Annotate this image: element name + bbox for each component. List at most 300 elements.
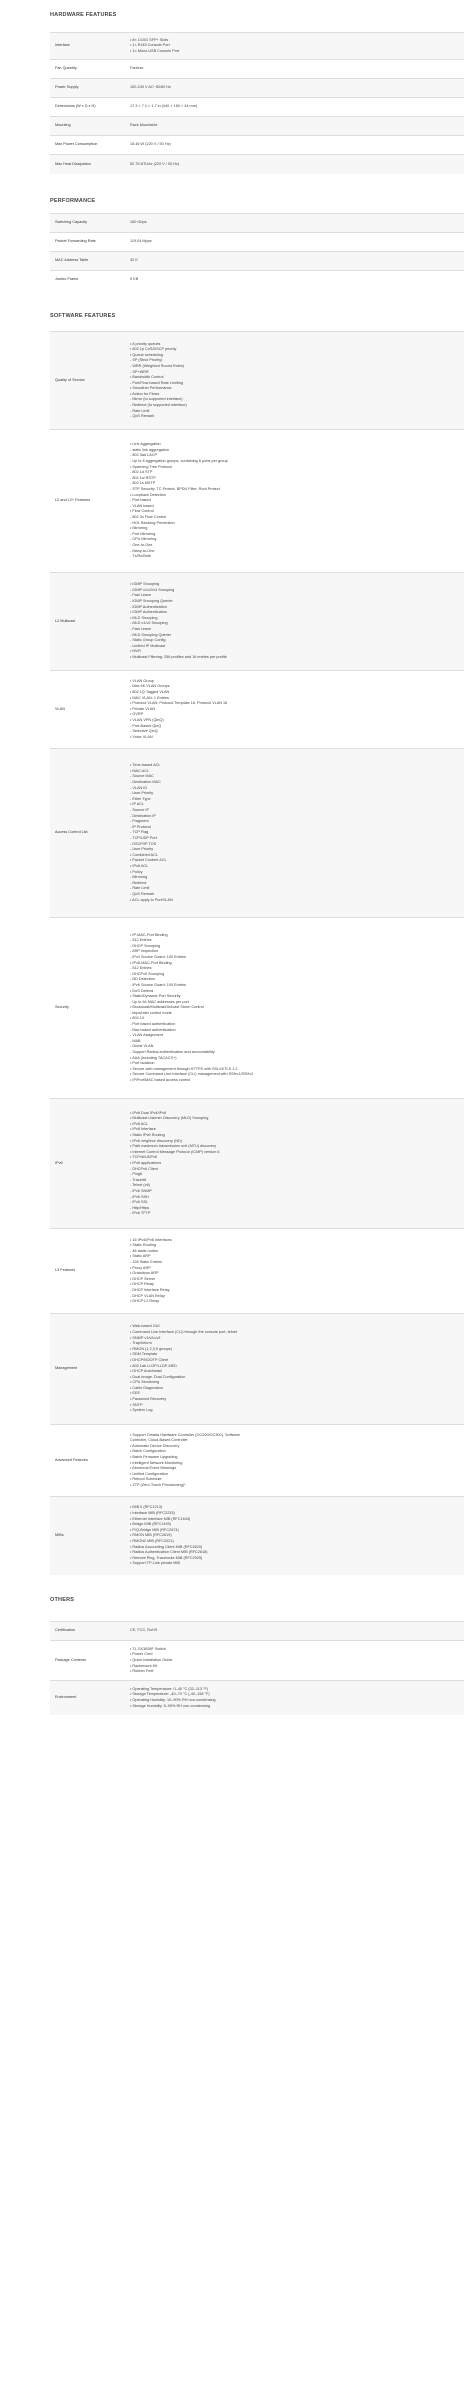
list-item: - STP Security: TC Protect, BPDU Filter, Root Protect	[130, 487, 220, 492]
list-item: • Batch Configuration	[130, 1449, 166, 1454]
spec-label: L2 Multicast	[50, 572, 127, 670]
list-item: • Quick Installation Guide	[130, 1658, 173, 1663]
table-row	[50, 332, 464, 430]
spec-value	[127, 1314, 464, 1425]
list-item: • DHCP L2 Relay	[130, 1299, 160, 1304]
spec-value	[127, 155, 464, 174]
list-item: - Many-to-One	[130, 548, 155, 553]
list-item: - TCP/UDP Port	[130, 835, 157, 840]
spec-label: MIBs	[50, 1497, 127, 1576]
list-item: - Telnet (v6)	[130, 1183, 150, 1188]
list-item: - Tx/Rx/Both	[130, 554, 152, 559]
spec-table	[50, 32, 464, 174]
section	[50, 0, 464, 198]
list-item: - 512 Entries	[130, 938, 152, 943]
value-list	[130, 239, 464, 245]
section-title: HARDWARE FEATURES	[50, 12, 117, 18]
list-item: - QoS Remark	[130, 891, 155, 896]
list-item: 52.75 BTU/hr (220 V / 50 Hz)	[130, 161, 180, 166]
list-item: - DHCP VLAN Relay	[130, 1293, 165, 1298]
spec-value	[127, 136, 464, 155]
spec-value	[127, 1229, 464, 1314]
section	[50, 198, 464, 314]
list-item: Controller, Cloud-Based Controller	[130, 1438, 188, 1443]
spec-table	[50, 331, 464, 1575]
list-item: • IGMP Snooping	[130, 582, 160, 587]
list-item: • Policy	[130, 869, 143, 874]
list-item: • IPv6 Dual IPv4/IPv6	[130, 1110, 167, 1115]
table-row	[50, 251, 464, 270]
spec-label: L2 and L2+ Features	[50, 430, 127, 573]
list-item: • Smoother Performance	[130, 386, 172, 391]
list-item: - Port-Based QinQ	[130, 723, 162, 728]
list-item: - IPv6 TFTP	[130, 1211, 151, 1216]
list-item: • Multicast Listener Discovery (MLD) Snooping	[130, 1116, 209, 1121]
list-item: - 802.1d STP	[130, 470, 153, 475]
list-item: • Ethernet Interface MIB (RFC1643)	[130, 1516, 191, 1521]
table-row	[50, 213, 464, 232]
list-item: - Redirect	[130, 880, 147, 885]
list-item: • 16 IPv4/IPv6 Interfaces	[130, 1237, 172, 1242]
spec-label: Access Control List	[50, 749, 127, 918]
list-item: • Static Routing	[130, 1243, 157, 1248]
value-list	[130, 85, 464, 91]
list-item: - Source MAC	[130, 774, 154, 779]
list-item: • IP ACL	[130, 802, 145, 807]
list-item: Rack Mountable	[130, 123, 158, 128]
list-item: - Mac based authentication	[130, 1027, 176, 1032]
list-item: • IP/Port/MAC based access control	[130, 1078, 191, 1082]
list-item: - Port based	[130, 498, 151, 503]
list-item: - IPv6 SNMP	[130, 1188, 152, 1193]
value-list	[130, 1647, 464, 1675]
list-item: - Max 4K VLAN Groups	[130, 684, 170, 689]
list-item: - 128 Static Entries	[130, 1260, 163, 1265]
list-item: - Ping6	[130, 1172, 143, 1177]
list-item: • Flow Control	[130, 509, 154, 514]
list-item: • Command Line Interface (CLI) through the console port, telnet	[130, 1329, 237, 1334]
list-item: - One-to-One	[130, 542, 153, 547]
table-row	[50, 1229, 464, 1314]
list-item: • RMON MIB (RFC2819)	[130, 1533, 172, 1538]
value-list	[130, 162, 464, 168]
list-item: - VLAN based	[130, 503, 154, 508]
spec-value	[127, 270, 464, 289]
list-item: 17.3 × 7.1 × 1.7 in (440 × 180 × 44 mm)	[130, 104, 198, 109]
value-list	[130, 442, 464, 559]
spec-value	[127, 213, 464, 232]
list-item: - Limited IP Multicast	[130, 643, 166, 648]
list-item: • GVRP	[130, 712, 144, 717]
list-item: 100-240 V AC~50/60 Hz	[130, 85, 172, 90]
list-item: • IP-MAC-Port Binding	[130, 932, 168, 937]
list-item: • Private VLAN	[130, 706, 156, 711]
list-item: • VLAN VPN (QinQ)	[130, 718, 164, 722]
spec-value	[127, 60, 464, 79]
list-item: - ARP Inspection	[130, 949, 159, 954]
list-item: • DHCP Server	[130, 1276, 156, 1281]
list-item: - Guest VLAN	[130, 1044, 154, 1049]
list-item: • Abnormal Event Warnings	[130, 1466, 177, 1471]
spec-value	[127, 572, 464, 670]
list-item: • Reboot Schedule	[130, 1477, 162, 1482]
table-row	[50, 1641, 464, 1681]
value-list	[130, 38, 464, 55]
list-item: - IP Protocol	[130, 824, 151, 829]
list-item: • MVR	[130, 649, 141, 654]
list-item: - VLAN Assignment	[130, 1033, 163, 1038]
list-item: - MLD Snooping Querier	[130, 632, 172, 637]
list-item: - Mirroring	[130, 875, 148, 880]
list-item: • Link Aggregation	[130, 442, 161, 447]
spec-value	[127, 1641, 464, 1681]
list-item: • Interface MIB (RFC2233)	[130, 1511, 175, 1516]
spec-label: Interface	[50, 33, 127, 60]
list-item: 15.46 W (220 V / 50 Hz)	[130, 142, 171, 147]
list-item: • Web-based GUI	[130, 1324, 160, 1329]
value-list	[130, 277, 464, 283]
list-item: • Spanning Tree Protocol	[130, 464, 173, 469]
list-item: - IPv6 SSH	[130, 1194, 149, 1199]
table-row	[50, 136, 464, 155]
spec-label: Switching Capacity	[50, 213, 127, 232]
list-item: • 8 priority queues	[130, 341, 161, 346]
list-item: • IGMP Authentication	[130, 610, 167, 615]
spec-label: Packet Forwarding Rate	[50, 232, 127, 251]
list-item: • 8× 1/10G SFP+ Slots	[130, 37, 169, 42]
list-item: - DSCP/IP TOS	[130, 841, 157, 846]
table-row	[50, 79, 464, 98]
list-item: - Rate Limit	[130, 408, 150, 413]
list-item: • Dual Image, Dual Configuration	[130, 1374, 186, 1379]
list-item: - User Priority	[130, 847, 154, 852]
value-list	[130, 258, 464, 264]
table-row	[50, 117, 464, 136]
list-item: - SP+WRR	[130, 369, 149, 374]
list-item: - Destination IP	[130, 813, 156, 818]
list-item: - WRR (Weighted Round Robin)	[130, 363, 185, 368]
list-item: - IGMP Authentication	[130, 604, 167, 609]
list-item: • Support Omada Hardware Controller (OC200/OC300), Software	[130, 1432, 241, 1437]
list-item: - Fragment	[130, 819, 149, 824]
list-item: • IPv6 ACL	[130, 863, 149, 868]
list-item: - CPU Mirroring	[130, 537, 157, 542]
list-item: • Secure Command Line Interface (CLI) management with SSHv1/SSHv2	[130, 1072, 254, 1077]
list-item: - kbps/ratio control mode	[130, 1010, 172, 1015]
list-item: - Http/Https	[130, 1205, 150, 1210]
section	[50, 313, 464, 1597]
list-item: • 802.1Q Tagged VLAN	[130, 690, 170, 695]
list-item: • DoS Defend	[130, 988, 154, 993]
spec-label: Management	[50, 1314, 127, 1425]
list-item: • IPv6 ACL	[130, 1121, 149, 1126]
spec-label: Advanced Features	[50, 1424, 127, 1496]
list-item: • Static ARP	[130, 1254, 151, 1259]
spec-table	[50, 1621, 464, 1714]
spec-label: L3 Features	[50, 1229, 127, 1314]
list-item: - IPv6 Source Guard: 100 Entries	[130, 982, 186, 987]
list-item: - static link aggregation	[130, 447, 170, 452]
value-list	[130, 679, 464, 741]
section	[50, 1597, 464, 1714]
list-item: CE, FCC, RoHS	[130, 1628, 158, 1633]
list-item: • Broadcast/Multicast/Unicast Storm Control	[130, 1005, 204, 1010]
spec-value	[127, 332, 464, 430]
list-item: • Intelligent Network Monitoring	[130, 1460, 183, 1465]
table-row	[50, 1424, 464, 1496]
list-item: • Radius Accounting Client MIB (RFC2620)	[130, 1544, 203, 1549]
spec-sheet	[50, 0, 464, 1715]
list-item: • Storage Temperature: -40–70 °C (-40–158 °F)	[130, 1692, 210, 1697]
list-item: - Destination MAC	[130, 780, 161, 785]
list-item: • DHCP/BOOTP Client	[130, 1357, 169, 1362]
list-item: • Unified Configuration	[130, 1471, 168, 1476]
list-item: • Proxy ARP	[130, 1265, 151, 1270]
list-item: • Rackmount Kit	[130, 1663, 158, 1668]
list-item: 9 KB	[130, 277, 139, 282]
table-row	[50, 430, 464, 573]
list-item: - VLAN ID	[130, 785, 148, 790]
table-row	[50, 670, 464, 749]
list-item: - Fast Leave	[130, 626, 152, 631]
spec-label: Quality of Service	[50, 332, 127, 430]
list-item: - IPv6 SSL	[130, 1200, 149, 1205]
list-item: - IPv4 Source Guard: 100 Entries	[130, 954, 186, 959]
list-item: • Voice VLAN	[130, 734, 153, 739]
list-item: - Source IP	[130, 808, 149, 812]
list-item: - Redirect (to supported interface)	[130, 403, 187, 408]
spec-value	[127, 1497, 464, 1576]
spec-value	[127, 98, 464, 117]
list-item: - Up to 64 MAC addresses per port	[130, 999, 189, 1004]
table-row	[50, 60, 464, 79]
list-item: - MAB	[130, 1038, 141, 1043]
value-list	[130, 1433, 464, 1489]
list-item: • MLD Snooping	[130, 615, 158, 620]
list-item: - DHCP Interface Relay	[130, 1288, 170, 1293]
spec-value	[127, 1099, 464, 1229]
list-item: - Support Radius authentication and accountability	[130, 1050, 215, 1055]
list-item: • Time-based ACL	[130, 763, 161, 768]
list-item: • 802.1p CoS/DSCP priority	[130, 347, 177, 352]
section-title: OTHERS	[50, 1597, 75, 1604]
value-list	[130, 763, 464, 903]
table-row	[50, 917, 464, 1098]
list-item: • DHCP AutoInstall	[130, 1369, 162, 1374]
list-item: • ACL apply to Port/VLAN	[130, 897, 173, 902]
list-item: • 1× RJ45 Console Port	[130, 43, 170, 48]
value-list	[130, 1687, 464, 1709]
list-item: - 802.3ad LACP	[130, 453, 158, 458]
list-item: • Static IPv6 Routing	[130, 1132, 165, 1137]
list-item: - Ether Type	[130, 796, 151, 801]
table-row	[50, 1099, 464, 1229]
spec-value	[127, 670, 464, 749]
list-item: • Action for Flows	[130, 391, 160, 396]
list-item: • RMON (1,2,3,9 groups)	[130, 1346, 172, 1351]
list-item: • SNTP	[130, 1402, 143, 1407]
spec-label: Max Heat Dissipation	[50, 155, 127, 174]
list-item: • MAC ACL	[130, 768, 150, 773]
list-item: • Operating Humidity: 10–90% RH non-condensing	[130, 1697, 216, 1702]
list-item: • Packet Content ACL	[130, 858, 167, 863]
spec-value	[127, 430, 464, 573]
list-item: - Static Group Config	[130, 638, 166, 643]
value-list	[130, 123, 464, 129]
list-item: 160 Gbps	[130, 219, 147, 224]
spec-table	[50, 213, 464, 290]
table-row	[50, 1314, 464, 1425]
list-item: • Protocol VLAN: Protocol Template 16, Protocol VLAN 16	[130, 701, 228, 706]
list-item: • Mirroring	[130, 526, 148, 531]
value-list	[130, 104, 464, 110]
list-item: - Port based authentication	[130, 1022, 176, 1027]
list-item: - Trap/Inform	[130, 1341, 152, 1346]
table-row	[50, 155, 464, 174]
spec-value	[127, 749, 464, 918]
list-item: • VLAN Group	[130, 678, 154, 683]
value-list	[130, 1324, 464, 1414]
list-item: • Rubber Feet	[130, 1669, 154, 1674]
list-item: - ND Detection	[130, 977, 155, 982]
list-item: - 802.1s MSTP	[130, 481, 156, 486]
list-item: • Loopback Detection	[130, 492, 166, 497]
list-item: • EEE	[130, 1391, 140, 1396]
spec-value	[127, 33, 464, 60]
list-item: • Path maximum transmission unit (MTU) discovery	[130, 1144, 217, 1149]
list-item: • P/Q-Bridge MIB (RFC2674)	[130, 1527, 179, 1532]
spec-value	[127, 1681, 464, 1715]
spec-label: Certification	[50, 1622, 127, 1641]
table-row	[50, 98, 464, 117]
list-item: - 802.3x Flow Control	[130, 515, 167, 520]
value-list	[130, 1628, 464, 1634]
list-item: • Port Isolation	[130, 1061, 155, 1066]
spec-label: Mounting	[50, 117, 127, 136]
spec-value	[127, 917, 464, 1098]
spec-label: Dimensions (W x D x H)	[50, 98, 127, 117]
list-item: - HOL Blocking Prevention	[130, 520, 175, 525]
list-item: • Operating Temperature: 0–45 °C (32–113 °F)	[130, 1686, 209, 1691]
spec-label: Security	[50, 917, 127, 1098]
list-item: • CPU Monitoring	[130, 1380, 160, 1385]
spec-label: MAC Address Table	[50, 251, 127, 270]
list-item: - Port Mirroring	[130, 531, 156, 536]
list-item: • Combined ACL	[130, 852, 158, 857]
list-item: • MIB II (RFC1213)	[130, 1505, 163, 1510]
list-item: - IGMP Snooping Querier	[130, 599, 173, 603]
list-item: - Rate Limit	[130, 886, 150, 891]
list-item: • Bridge MIB (RFC1493)	[130, 1522, 171, 1527]
spec-value	[127, 232, 464, 251]
spec-label: Package Contents	[50, 1641, 127, 1681]
list-item: • System Log	[130, 1408, 153, 1413]
list-item: • Power Cord	[130, 1652, 153, 1657]
value-list	[130, 1238, 464, 1305]
list-item: • TL-SX3008F Switch	[130, 1646, 167, 1651]
list-item: - DHCPv6 Client	[130, 1166, 158, 1171]
list-item: • Remote Ping, Traceroute MIB (RFC2925)	[130, 1555, 203, 1560]
list-item: - Tracert6	[130, 1177, 147, 1182]
spec-label: Environment	[50, 1681, 127, 1715]
list-item: • IPv6 neighbor discovery (ND)	[130, 1138, 182, 1143]
list-item: • Radius Authentication Client MIB (RFC2618)	[130, 1550, 208, 1555]
list-item: - 512 Entries	[130, 966, 152, 971]
list-item: - User Priority	[130, 791, 154, 796]
list-item: • IPv6-MAC-Port Binding	[130, 960, 172, 965]
list-item: - TCP Flag	[130, 830, 149, 835]
list-item: • Cable Diagnostics	[130, 1385, 163, 1390]
list-item: • Static/Dynamic Port Security	[130, 994, 181, 999]
table-row	[50, 1681, 464, 1715]
value-list	[130, 933, 464, 1084]
table-row	[50, 749, 464, 918]
list-item: - DHCPv6 Snooping	[130, 971, 165, 976]
list-item: • AAA (including TACACS+)	[130, 1055, 177, 1060]
list-item: • IPv6 Interface	[130, 1127, 156, 1132]
list-item: • Batch Firmware Upgrading	[130, 1454, 178, 1459]
value-list	[130, 582, 464, 660]
list-item: • 802.1X	[130, 1016, 145, 1021]
list-item: • Multicast Filtering: 256 profiles and 16 entries per profile	[130, 654, 227, 659]
list-item: • MAC VLAN: 1 Entries	[130, 695, 169, 700]
value-list	[130, 66, 464, 72]
list-item: • DHCP Relay	[130, 1282, 154, 1287]
spec-value	[127, 117, 464, 136]
value-list	[130, 220, 464, 226]
table-row	[50, 1622, 464, 1641]
list-item: - DHCP Snooping	[130, 943, 161, 948]
list-item: - 802.1w RSTP	[130, 475, 156, 480]
list-item: - Up to 8 aggregation groups, containing 8 ports per group	[130, 459, 228, 464]
spec-value	[127, 251, 464, 270]
list-item: - 48 static routes	[130, 1248, 159, 1253]
section-title: SOFTWARE FEATURES	[50, 313, 116, 320]
list-item: • Storage Humidity: 5–90% RH non-condensing	[130, 1703, 211, 1708]
list-item: • IPv6 applications	[130, 1160, 162, 1165]
spec-value	[127, 79, 464, 98]
spec-label: Jumbo Frame	[50, 270, 127, 289]
list-item: • Automatic Device Discovery	[130, 1443, 180, 1448]
list-item: • 802.1ab LLDP/LLDP-MED	[130, 1363, 177, 1368]
list-item: - SP (Strict Priority)	[130, 358, 163, 363]
spec-label: Max Power Consumption	[50, 136, 127, 155]
list-item: - IGMP v1/v2/v3 Snooping	[130, 587, 175, 592]
list-item: - Fast Leave	[130, 593, 152, 598]
section-title: PERFORMANCE	[50, 197, 96, 204]
list-item: - Mirror (to supported interface)	[130, 397, 183, 402]
list-item: - QoS Remark	[130, 414, 155, 419]
spec-label: Power Supply	[50, 79, 127, 98]
list-item: • SNMP v1/v2c/v3	[130, 1335, 161, 1340]
value-list	[130, 342, 464, 420]
list-item: - Selective QinQ	[130, 729, 158, 734]
list-item: • Secure web management through HTTPS with SSLv3/TLS 1.2	[130, 1066, 238, 1071]
spec-value	[127, 1424, 464, 1496]
list-item: • RMON2 MIB (RFC2021)	[130, 1539, 174, 1543]
list-item: • Queue scheduling	[130, 352, 163, 357]
list-item: - Port/Flow based Rate Limiting	[130, 380, 183, 385]
table-row	[50, 232, 464, 251]
value-list	[130, 1505, 464, 1567]
list-item: • Bandwidth Control	[130, 375, 164, 380]
list-item: • SDM Template	[130, 1352, 158, 1357]
list-item: 119.04 Mpps	[130, 238, 152, 243]
spec-value	[127, 1622, 464, 1641]
table-row	[50, 1497, 464, 1576]
list-item: • Internet Control Message Protocol (ICMP) version 6	[130, 1149, 220, 1154]
table-row	[50, 33, 464, 60]
